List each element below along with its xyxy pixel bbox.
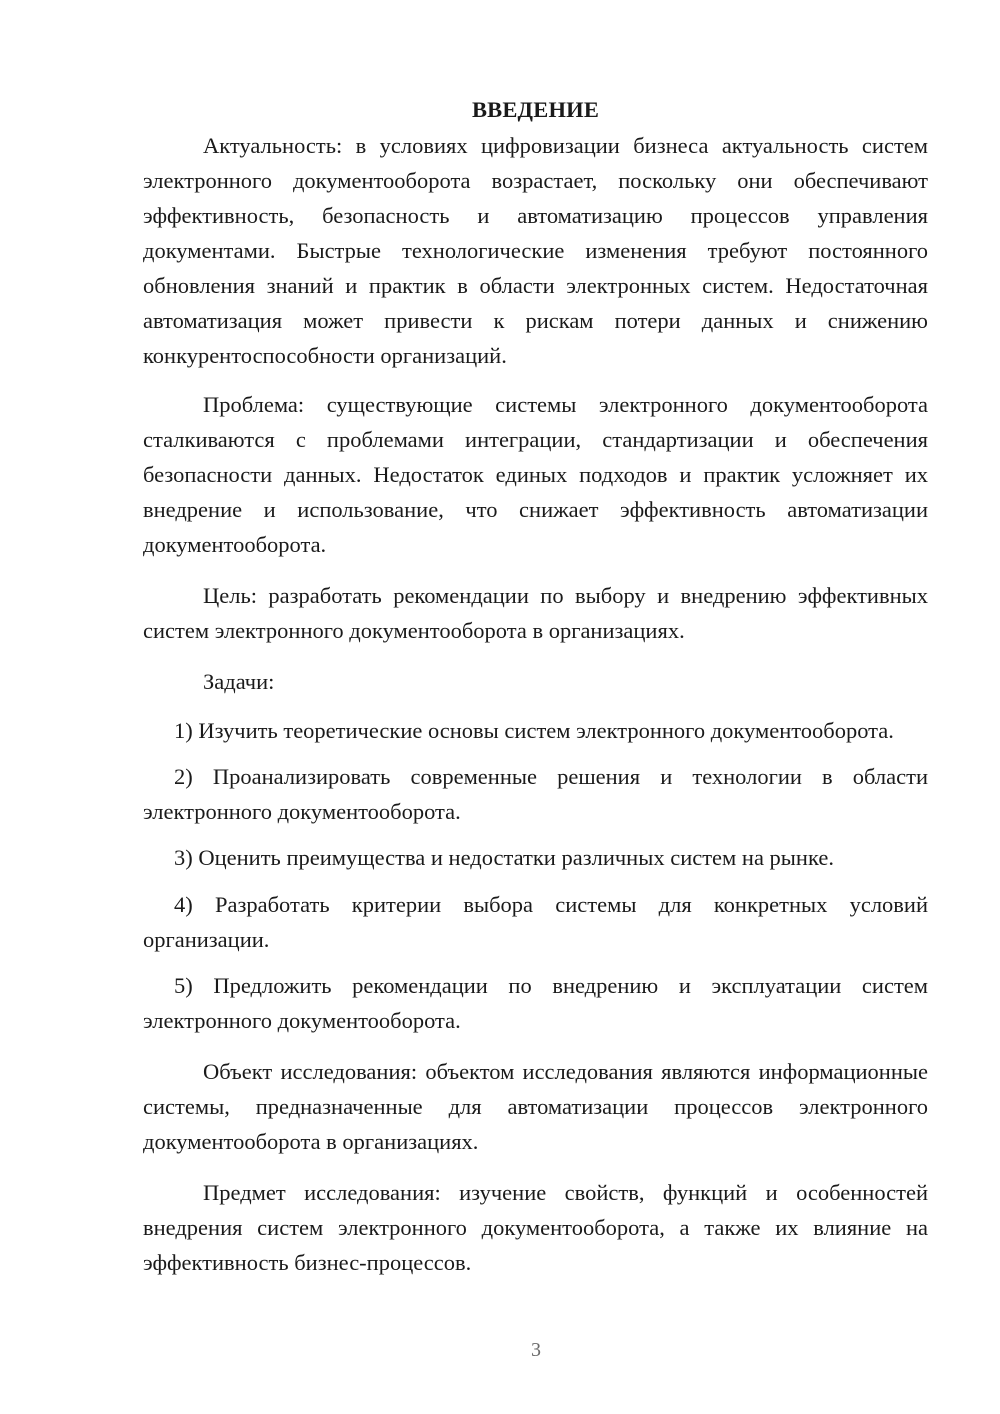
tasks-label: Задачи: — [203, 669, 275, 694]
task-item-3: 3) Оценить преимущества и недостатки различных систем на рынке. — [174, 845, 834, 870]
task-item-5: 5) Предложить рекомендации по внедрению и эксплуатации систем электронного документооборота. — [143, 973, 928, 1033]
relevance-paragraph: Актуальность: в условиях цифровизации бизнеса актуальность систем электронного документооборота возрастает, поскольку они обеспечивают эффективность, безопасность и автоматизацию процессов управления документами. Быстрые технологические изменения требуют постоянного обновления знаний и практик в области электронных систем. Недостаточная автоматизация может привести к рискам потери данных и снижению конкурентоспособности организаций. — [143, 133, 928, 368]
page-number: 3 — [531, 1339, 541, 1361]
task-item-1: 1) Изучить теоретические основы систем электронного документооборота. — [174, 718, 894, 743]
task-item-4: 4) Разработать критерии выбора системы для конкретных условий организации. — [143, 892, 928, 952]
section-heading: ВВЕДЕНИЕ — [471, 97, 600, 122]
problem-paragraph: Проблема: существующие системы электронного документооборота сталкиваются с проблемами интеграции, стандартизации и обеспечения безопасности данных. Недостаток единых подходов и практик усложняет их внедрение и использование, что снижает эффективность автоматизации документооборота. — [143, 392, 928, 557]
object-paragraph: Объект исследования: объектом исследования являются информационные системы, предназначенные для автоматизации процессов электронного документооборота в организациях. — [143, 1059, 928, 1154]
subject-paragraph: Предмет исследования: изучение свойств, функций и особенностей внедрения систем электронного документооборота, а также их влияние на эффективность бизнес-процессов. — [143, 1180, 928, 1275]
page-content — [143, 92, 928, 1296]
goal-paragraph: Цель: разработать рекомендации по выбору и внедрению эффективных систем электронного документооборота в организациях. — [143, 583, 928, 643]
task-item-2: 2) Проанализировать современные решения и технологии в области электронного документооборота. — [143, 764, 928, 824]
